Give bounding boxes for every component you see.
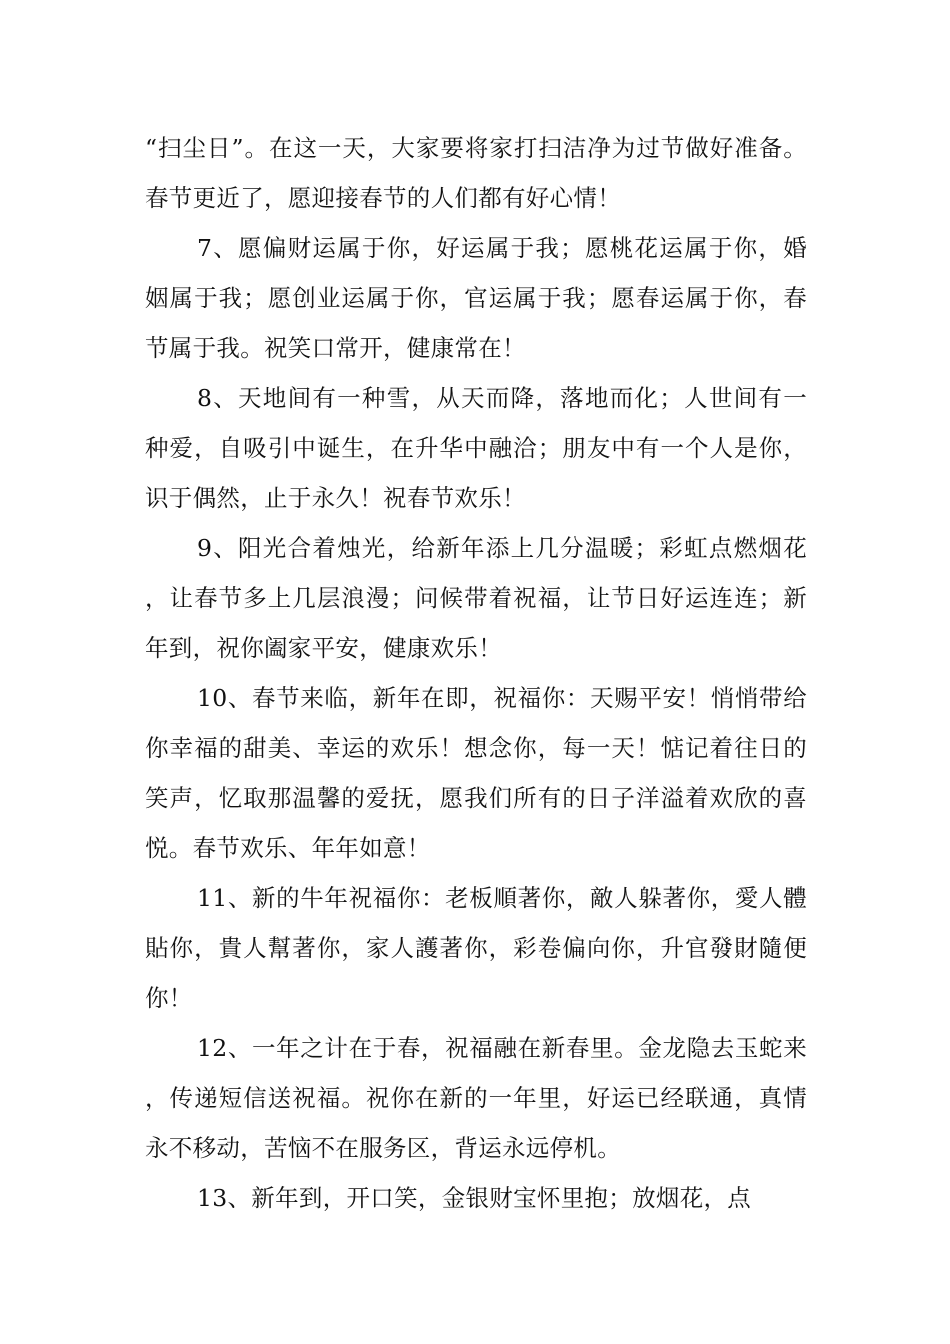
paragraph-9: 9、阳光合着烛光，给新年添上几分温暖；彩虹点燃烟花，让春节多上几层浪漫；问候带着祝福，让节日好运连连；新年到，祝你阖家平安，健康欢乐！	[145, 534, 807, 662]
document-body	[145, 123, 807, 1223]
paragraph-13: 13、新年到，开口笑，金银财宝怀里抱；放烟花，点	[197, 1184, 752, 1212]
paragraph-11: 11、新的牛年祝福你：老板順著你，敵人躲著你，愛人體貼你，貴人幫著你，家人護著你，彩卷偏向你，升官發財隨便你！	[145, 884, 807, 1012]
paragraph-6-continued: “扫尘日”。在这一天，大家要将家打扫洁净为过节做好准备。春节更近了，愿迎接春节的人们都有好心情！	[145, 134, 807, 212]
paragraph-10: 10、春节来临，新年在即，祝福你：天赐平安！悄悄带给你幸福的甜美、幸运的欢乐！想念你，每一天！惦记着往日的笑声，忆取那温馨的爱抚，愿我们所有的日子洋溢着欢欣的喜悦。春节欢乐、年年如意！	[145, 684, 807, 862]
paragraph-8: 8、天地间有一种雪，从天而降，落地而化；人世间有一种爱，自吸引中诞生，在升华中融洽；朋友中有一个人是你，识于偶然，止于永久！祝春节欢乐！	[145, 384, 807, 512]
paragraph-7: 7、愿偏财运属于你，好运属于我；愿桃花运属于你，婚姻属于我；愿创业运属于你，官运属于我；愿春运属于你，春节属于我。祝笑口常开，健康常在！	[145, 234, 807, 362]
paragraph-12: 12、一年之计在于春，祝福融在新春里。金龙隐去玉蛇来，传递短信送祝福。祝你在新的一年里，好运已经联通，真情永不移动，苦恼不在服务区，背运永远停机。	[145, 1034, 807, 1162]
